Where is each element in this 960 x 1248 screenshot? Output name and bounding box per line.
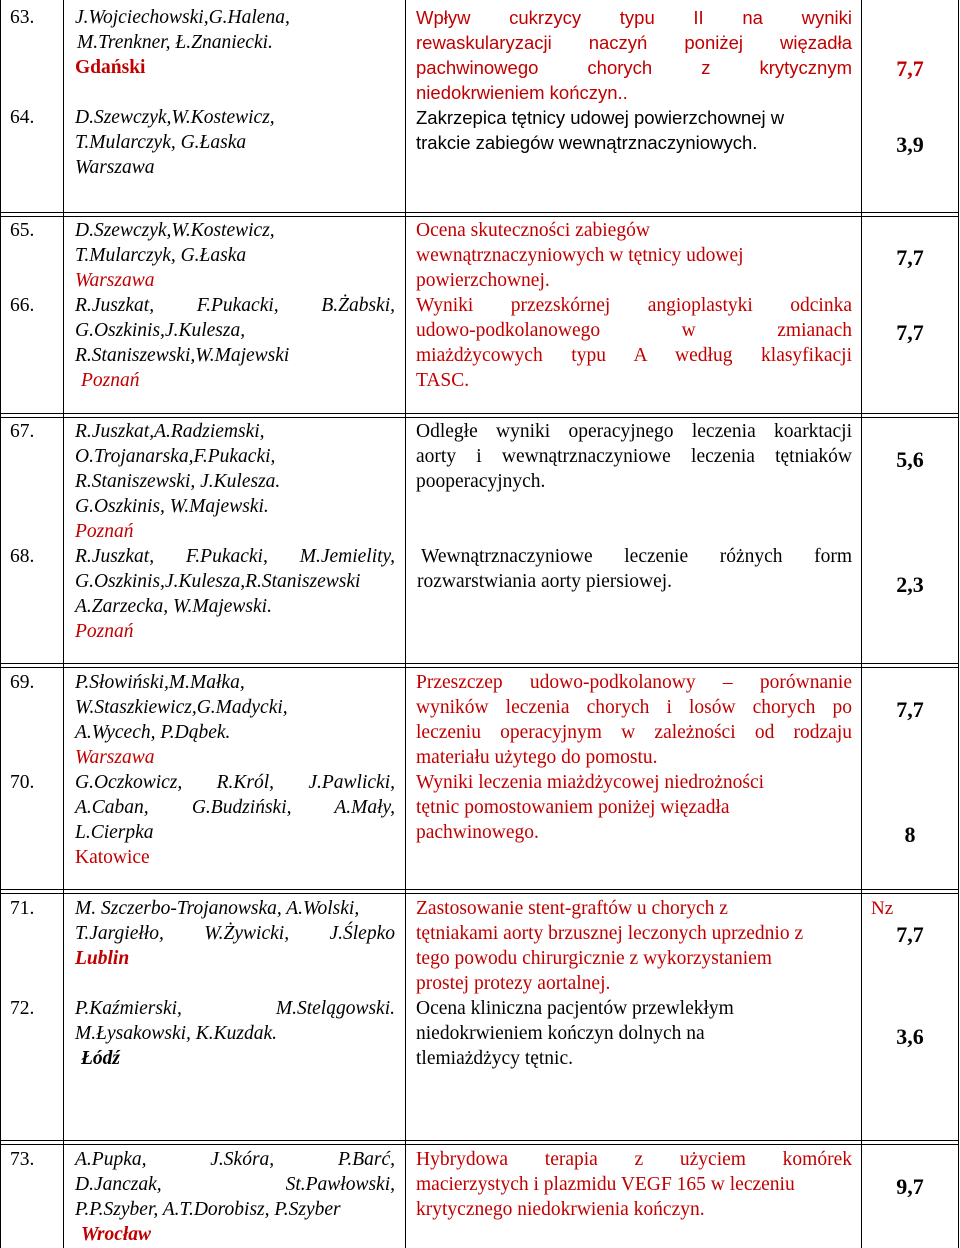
row-rule bbox=[0, 413, 959, 414]
row-rule bbox=[0, 216, 959, 217]
row-rule bbox=[0, 663, 959, 664]
col-rule-title bbox=[861, 0, 862, 1248]
entry-note: Nz bbox=[871, 898, 894, 919]
entry-score: 7,7 bbox=[896, 697, 924, 722]
entry-city: Gdański bbox=[75, 57, 146, 78]
entry-score: 7,7 bbox=[896, 245, 924, 270]
entry-authors: P.Kaźmierski, M.Stelągowski. M.Łysakowski, K.Kuzdak. Łódź bbox=[75, 998, 395, 1069]
entry-number: 67. bbox=[10, 421, 35, 442]
entry-title: Ocena skuteczności zabiegów wewnątrznaczyniowych w tętnicy udowej powierzchownej. bbox=[416, 220, 744, 291]
entry-city: Poznań bbox=[75, 621, 134, 642]
entry-title: Wewnątrznaczyniowe leczenie różnych form rozwarstwiania aorty piersiowej. bbox=[417, 546, 852, 592]
row-rule bbox=[0, 889, 959, 890]
col-rule-authors bbox=[405, 0, 406, 1248]
entry-authors: J.Wojciechowski,G.Halena, M.Trenkner, Ł.Znaniecki. Gdański bbox=[75, 5, 400, 80]
entry-number: 72. bbox=[10, 998, 35, 1019]
col-rule-left bbox=[0, 0, 1, 1248]
entry-score: 7,7 bbox=[896, 320, 924, 345]
entry-city: Łódź bbox=[81, 1048, 120, 1069]
entry-city: Warszawa bbox=[75, 157, 155, 178]
entry-score: 3,9 bbox=[896, 132, 924, 157]
col-rule-num bbox=[63, 0, 64, 1248]
entry-authors: R.Juszkat, F.Pukacki, M.Jemielity, G.Oszkinis,J.Kulesza,R.Staniszewski A.Zarzecka, W.Majewski. Poznań bbox=[75, 546, 395, 642]
entry-number: 71. bbox=[10, 898, 35, 919]
entry-authors: M. Szczerbo-Trojanowska, A.Wolski, T.Jargiełło, W.Żywicki, J.Ślepko Lublin bbox=[75, 898, 395, 969]
entry-authors: G.Oczkowicz, R.Król, J.Pawlicki, A.Caban, G.Budziński, A.Mały, L.Cierpka Katowice bbox=[75, 772, 395, 868]
entry-city: Lublin bbox=[75, 948, 130, 969]
entry-city: Warszawa bbox=[75, 747, 155, 768]
entry-authors: R.Juszkat, F.Pukacki, B.Żabski, G.Oszkinis,J.Kulesza, R.Staniszewski,W.Majewski Poznań bbox=[75, 295, 395, 391]
entry-title: Ocena kliniczna pacjentów przewlekłym niedokrwieniem kończyn dolnych na tlemiażdżycy tętnic. bbox=[416, 998, 734, 1069]
entry-score: 5,6 bbox=[896, 447, 924, 472]
entry-title: Zakrzepica tętnicy udowej powierzchownej w trakcie zabiegów wewnątrznaczyniowych. bbox=[416, 107, 785, 153]
entry-number: 70. bbox=[10, 772, 35, 793]
entry-title: Wpływ cukrzycy typu II na wyniki rewaskularyzacji naczyń poniżej więzadła pachwinowego chorych z krytycznym niedokrwieniem kończyn.. bbox=[416, 7, 852, 103]
entry-score: 3,6 bbox=[896, 1024, 924, 1049]
entry-number: 63. bbox=[10, 7, 35, 28]
entry-authors: R.Juszkat,A.Radziemski, O.Trojanarska,F.Pukacki, R.Staniszewski, J.Kulesza. G.Oszkinis, W.Majewski. Poznań bbox=[75, 419, 400, 544]
entry-authors: D.Szewczyk,W.Kostewicz, T.Mularczyk, G.Łaska Warszawa bbox=[75, 218, 400, 293]
entry-title: Zastosowanie stent-graftów u chorych z tętniakami aorty brzusznej leczonych uprzednio z tego powodu chirurgicznie z wykorzystaniem prostej protezy aortalnej. bbox=[416, 898, 804, 994]
entry-city: Katowice bbox=[75, 847, 150, 868]
entry-score: 7,7 bbox=[896, 922, 924, 947]
entry-city: Warszawa bbox=[75, 270, 155, 291]
col-rule-right bbox=[958, 0, 959, 1248]
entry-city: Wrocław bbox=[81, 1224, 152, 1245]
row-rule bbox=[0, 417, 959, 418]
entry-title: Hybrydowa terapia z użyciem komórek macierzystych i plazmidu VEGF 165 w leczeniu krytycznego niedokrwienia kończyn. bbox=[416, 1149, 852, 1220]
entry-score: 2,3 bbox=[896, 572, 924, 597]
entry-number: 64. bbox=[10, 107, 35, 128]
entry-authors: P.Słowiński,M.Małka, W.Staszkiewicz,G.Madycki, A.Wycech, P.Dąbek. Warszawa bbox=[75, 670, 400, 770]
entry-title: Wyniki przezskórnej angioplastyki odcinka udowo-podkolanowego w zmianach miażdżycowych typu A według klasyfikacji TASC. bbox=[416, 295, 852, 391]
entry-title: Odległe wyniki operacyjnego leczenia koarktacji aorty i wewnątrznaczyniowe leczenia tętniaków pooperacyjnych. bbox=[416, 421, 852, 492]
entry-title: Przeszczep udowo-podkolanowy – porównanie wyników leczenia chorych i losów chorych po leczeniu operacyjnym w zależności od rodzaju materiału użytego do pomostu. bbox=[416, 672, 852, 768]
entry-number: 66. bbox=[10, 295, 35, 316]
entry-score: 8 bbox=[904, 822, 916, 847]
entry-number: 68. bbox=[10, 546, 35, 567]
row-rule bbox=[0, 212, 959, 213]
entry-number: 73. bbox=[10, 1149, 35, 1170]
entry-number: 65. bbox=[10, 220, 35, 241]
row-rule bbox=[0, 893, 959, 894]
row-rule bbox=[0, 667, 959, 668]
entry-number: 69. bbox=[10, 672, 35, 693]
row-rule bbox=[0, 1144, 959, 1145]
entry-city: Poznań bbox=[75, 521, 134, 542]
entry-authors: D.Szewczyk,W.Kostewicz, T.Mularczyk, G.Łaska Warszawa bbox=[75, 105, 400, 180]
row-rule bbox=[0, 1140, 959, 1141]
entry-city: Poznań bbox=[81, 370, 140, 391]
entry-score: 9,7 bbox=[896, 1174, 924, 1199]
entry-score: 7,7 bbox=[896, 56, 924, 81]
entry-title: Wyniki leczenia miażdżycowej niedrożności tętnic pomostowaniem poniżej więzadła pachwinowego. bbox=[416, 772, 765, 843]
entry-authors: A.Pupka, J.Skóra, P.Barć, D.Janczak, St.Pawłowski, P.P.Szyber, A.T.Dorobisz, P.Szyber Wrocław bbox=[75, 1149, 395, 1245]
